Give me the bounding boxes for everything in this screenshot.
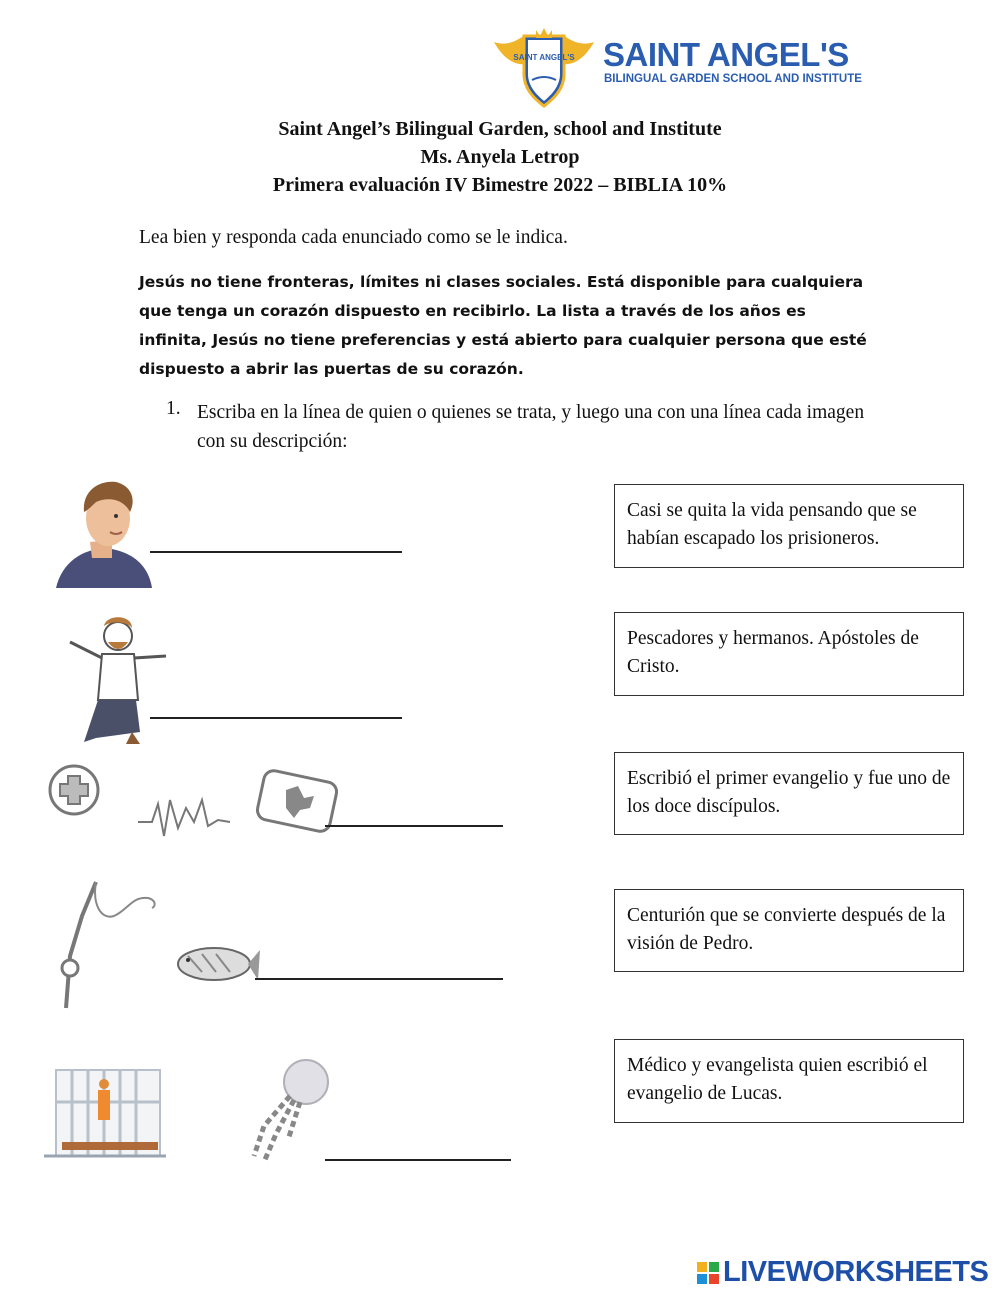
- answer-line-4[interactable]: [255, 978, 503, 980]
- answer-line-1[interactable]: [150, 551, 402, 553]
- prison-chain-icon: [44, 1056, 334, 1170]
- description-box-3[interactable]: Escribió el primer evangelio y fue uno de los doce discípulos.: [614, 752, 964, 835]
- description-box-5[interactable]: Médico y evangelista quien escribió el evangelio de Lucas.: [614, 1039, 964, 1123]
- school-crest-logo: [492, 24, 596, 108]
- answer-line-3[interactable]: [325, 825, 503, 827]
- description-box-4[interactable]: Centurión que se convierte después de la visión de Pedro.: [614, 889, 964, 972]
- exam-title: Primera evaluación IV Bimestre 2022 – BIBLIA 10%: [272, 174, 728, 196]
- intro-paragraph: Jesús no tiene fronteras, límites ni clases sociales. Está disponible para cualquiera que tenga un corazón dispuesto en recibirlo. La lista a través de los años es infinita, Jesús no tiene preferencias y está abierto para cualquier persona que esté dispuesto a abrir las puertas de su corazón.: [139, 273, 867, 378]
- answer-line-5[interactable]: [325, 1159, 511, 1161]
- liveworksheets-icon: [697, 1262, 719, 1284]
- instruction-text: Lea bien y responda cada enunciado como se le indica.: [139, 227, 568, 248]
- young-man-portrait-icon: [52, 478, 156, 596]
- liveworksheets-brand: LIVEWORKSHEETS: [723, 1256, 989, 1288]
- svg-text:SAINT ANGEL'S: SAINT ANGEL'S: [513, 53, 575, 62]
- description-box-1[interactable]: Casi se quita la vida pensando que se habían escapado los prisioneros.: [614, 484, 964, 568]
- answer-line-2[interactable]: [150, 717, 402, 719]
- liveworksheets-logo: [697, 1256, 988, 1289]
- kneeling-man-icon: [56, 612, 176, 746]
- question-number: 1.: [166, 398, 181, 419]
- school-logo-subtitle: BILINGUAL GARDEN SCHOOL AND INSTITUTE: [604, 73, 862, 85]
- teacher-name: Ms. Anyela Letrop: [420, 146, 580, 168]
- school-title: Saint Angel’s Bilingual Garden, school and Institute: [278, 118, 722, 140]
- description-box-2[interactable]: Pescadores y hermanos. Apóstoles de Cristo.: [614, 612, 964, 696]
- question-text: Escriba en la línea de quien o quienes se trata, y luego una con una línea cada imagen con su descripción:: [197, 402, 865, 452]
- fishing-rod-fish-icon: [52, 876, 262, 1012]
- school-logo-name: SAINT ANGEL'S: [603, 36, 849, 73]
- medical-kit-icon: [48, 756, 340, 842]
